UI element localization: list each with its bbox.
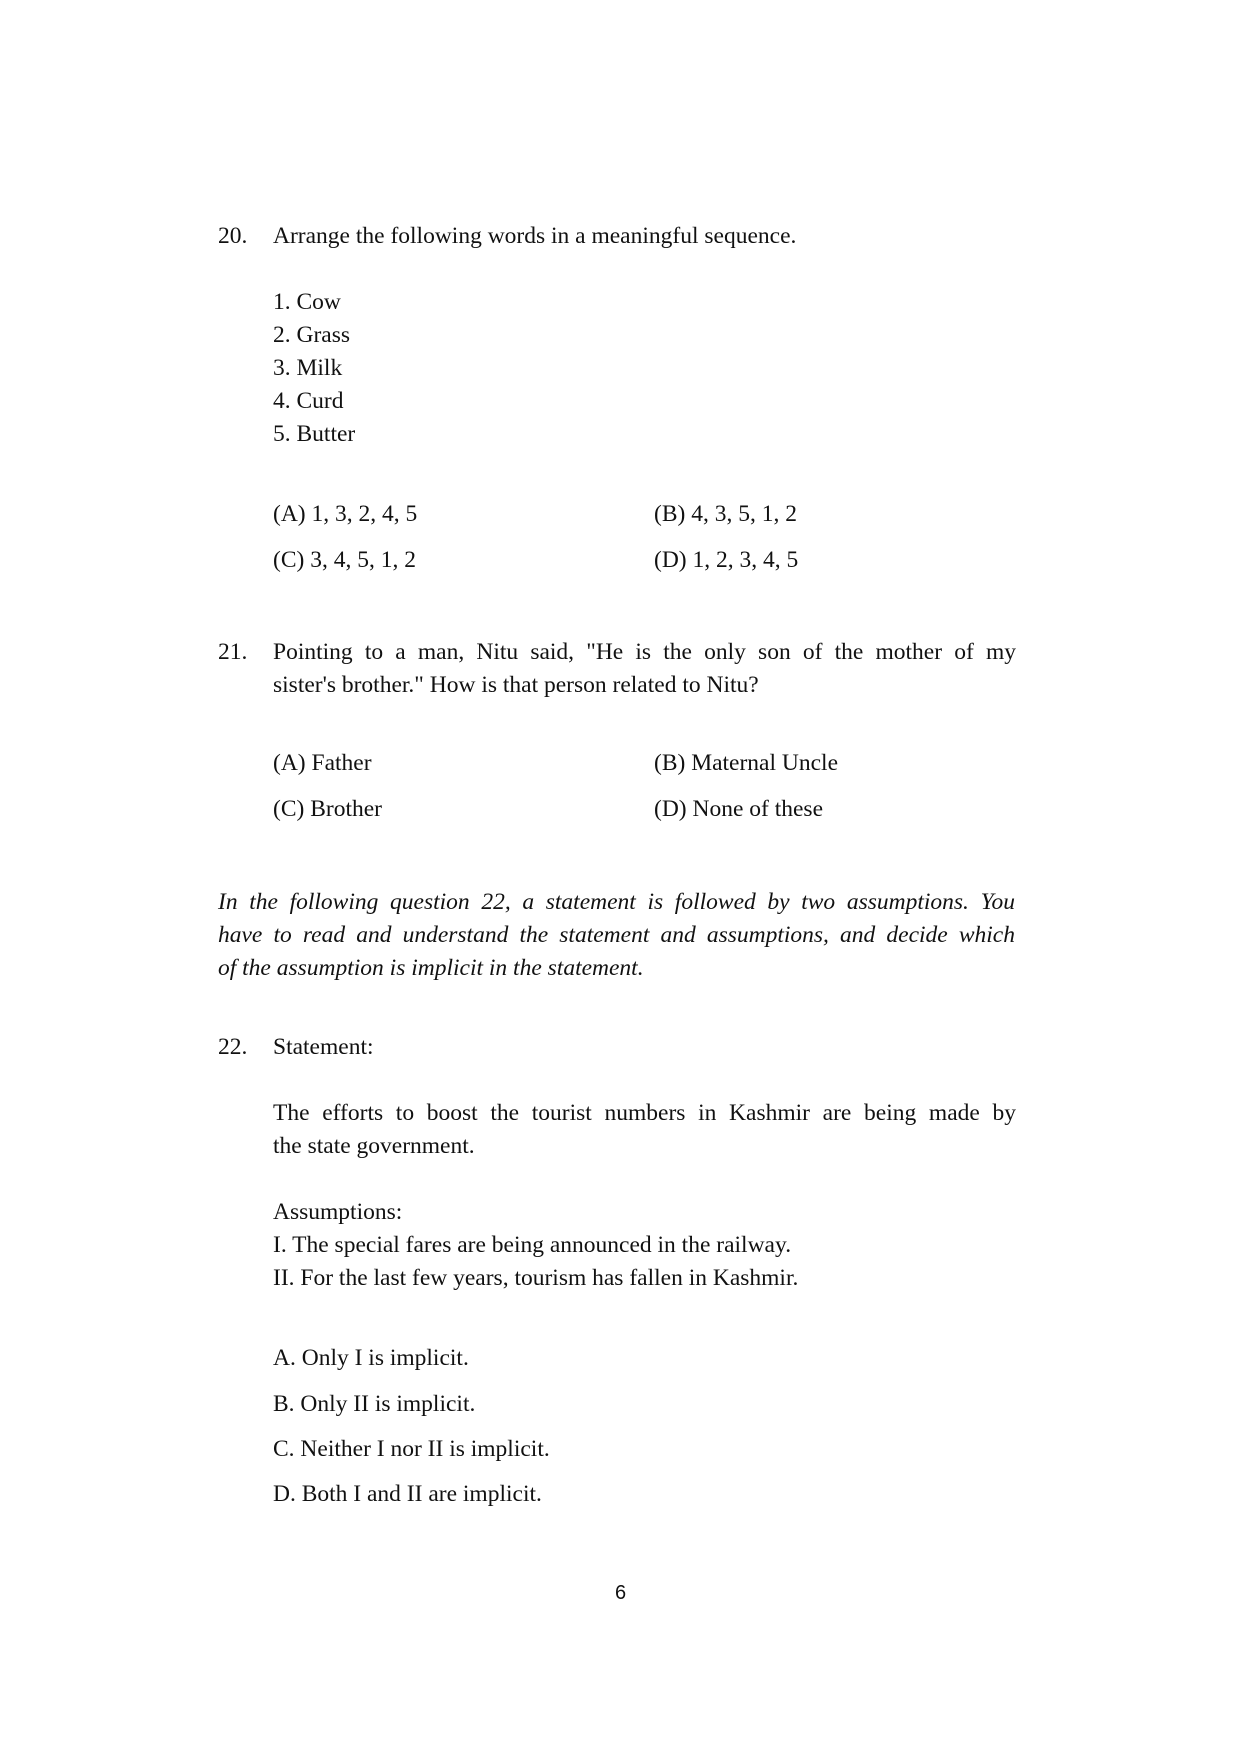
option-b: (B) 4, 3, 5, 1, 2 <box>654 501 797 527</box>
option-b: B. Only II is implicit. <box>273 1391 476 1417</box>
instruction-line: of the assumption is implicit in the statement. <box>218 955 644 981</box>
option-a: A. Only I is implicit. <box>273 1345 469 1371</box>
assumptions-label: Assumptions: <box>273 1199 403 1225</box>
assumption-1: I. The special fares are being announced in the railway. <box>273 1232 792 1258</box>
question-prompt-line: Pointing to a man, Nitu said, "He is the only son of the mother of my <box>273 639 1016 665</box>
list-item: 2. Grass <box>273 322 351 348</box>
page-number: 6 <box>614 1582 627 1604</box>
option-c: C. Neither I nor II is implicit. <box>273 1436 550 1462</box>
question-prompt: Arrange the following words in a meaningful sequence. <box>273 223 797 249</box>
question-prompt-line: sister's brother." How is that person related to Nitu? <box>273 672 759 698</box>
option-c: (C) Brother <box>273 796 382 822</box>
question-number: 20. <box>218 223 248 249</box>
option-c: (C) 3, 4, 5, 1, 2 <box>273 547 416 573</box>
option-a: (A) 1, 3, 2, 4, 5 <box>273 501 418 527</box>
instruction-line: In the following question 22, a statement is followed by two assumptions. You <box>218 889 1015 915</box>
list-item: 1. Cow <box>273 289 341 315</box>
option-d: (D) None of these <box>654 796 824 822</box>
option-a: (A) Father <box>273 750 372 776</box>
instruction-line: have to read and understand the statement and assumptions, and decide which <box>218 922 1015 948</box>
option-d: (D) 1, 2, 3, 4, 5 <box>654 547 799 573</box>
statement-label: Statement: <box>273 1034 374 1060</box>
question-number: 21. <box>218 639 248 665</box>
option-d: D. Both I and II are implicit. <box>273 1481 542 1507</box>
statement-line: The efforts to boost the tourist numbers in Kashmir are being made by <box>273 1100 1016 1126</box>
list-item: 5. Butter <box>273 421 356 447</box>
list-item: 4. Curd <box>273 388 344 414</box>
option-b: (B) Maternal Uncle <box>654 750 839 776</box>
assumption-2: II. For the last few years, tourism has fallen in Kashmir. <box>273 1265 799 1291</box>
list-item: 3. Milk <box>273 355 343 381</box>
statement-line: the state government. <box>273 1133 475 1159</box>
question-number: 22. <box>218 1034 248 1060</box>
